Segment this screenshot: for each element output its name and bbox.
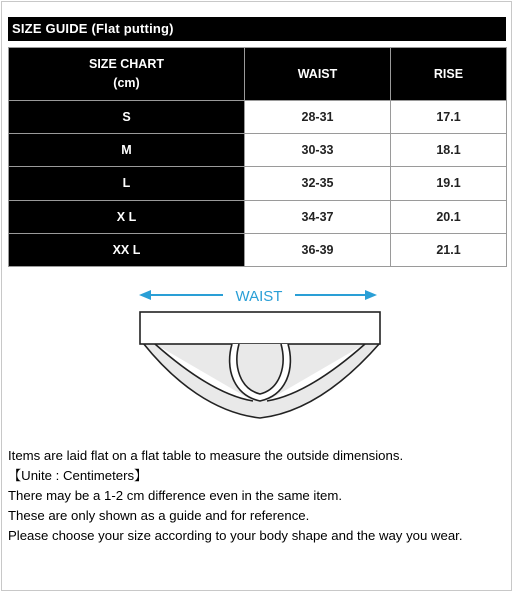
- size-cell: X L: [9, 200, 245, 233]
- rise-cell: 19.1: [391, 167, 507, 200]
- rise-cell: 20.1: [391, 200, 507, 233]
- waist-cell: 36-39: [245, 233, 391, 266]
- page-title: SIZE GUIDE (Flat putting): [8, 17, 506, 41]
- garment-outline-icon: [140, 312, 380, 418]
- header-rise: RISE: [391, 48, 507, 101]
- waist-cell: 34-37: [245, 200, 391, 233]
- note-line: Items are laid flat on a flat table to measure the outside dimensions.: [8, 448, 404, 463]
- note-line: Please choose your size according to your body shape and the way you wear.: [8, 528, 463, 543]
- table-row: [9, 200, 507, 233]
- waist-label: WAIST: [235, 288, 283, 305]
- table-row: [9, 134, 507, 167]
- size-chart-table: [8, 47, 507, 267]
- table-header-row: [9, 48, 507, 101]
- size-cell: S: [9, 101, 245, 134]
- table-row: [9, 101, 507, 134]
- rise-cell: 17.1: [391, 101, 507, 134]
- waist-cell: 32-35: [245, 167, 391, 200]
- size-cell: M: [9, 134, 245, 167]
- size-notes: [8, 446, 508, 546]
- header-waist: WAIST: [245, 48, 391, 101]
- note-line: 【Unite : Centimeters】: [8, 468, 148, 483]
- table-row: [9, 167, 507, 200]
- rise-cell: 21.1: [391, 233, 507, 266]
- waist-cell: 30-33: [245, 134, 391, 167]
- underwear-diagram-icon: [135, 283, 385, 428]
- size-cell: L: [9, 167, 245, 200]
- header-size-chart: SIZE CHART (cm): [9, 48, 245, 101]
- note-line: There may be a 1-2 cm difference even in the same item.: [8, 488, 343, 503]
- size-cell: XX L: [9, 233, 245, 266]
- rise-cell: 18.1: [391, 134, 507, 167]
- table-row: [9, 233, 507, 266]
- waist-cell: 28-31: [245, 101, 391, 134]
- note-line: These are only shown as a guide and for reference.: [8, 508, 310, 523]
